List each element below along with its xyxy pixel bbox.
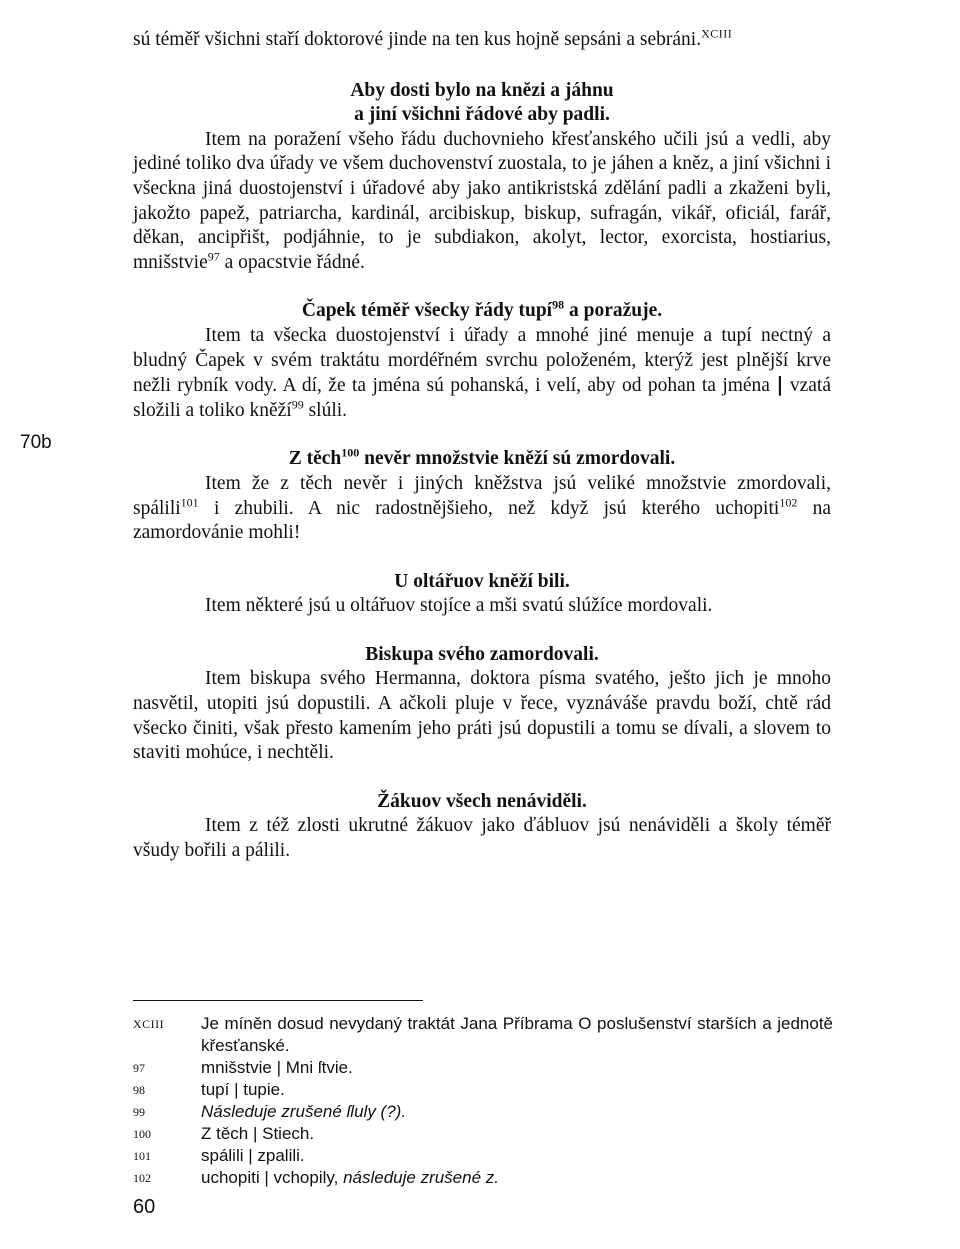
section-heading: Biskupa svého zamordovali. bbox=[365, 643, 599, 665]
footnote-number: 97 bbox=[133, 1061, 145, 1075]
footnote: XCIII Je míněn dosud nevydaný traktát Jana Příbrama O poslušenství starších a jednotě křesťanské. bbox=[133, 1014, 833, 1055]
footnote: 100 Z těch | Stiech. bbox=[133, 1124, 315, 1143]
footnote-number: 101 bbox=[133, 1149, 151, 1163]
page-number: 60 bbox=[133, 1196, 156, 1218]
paragraph: Item ta všecka duostojenství i úřady a mnohé jiné menuje a tupí nectný a bludný Čapek v svém traktátu mordéřném svrchu položeném, kterýž jest plnější krve nežli rybník vody. A dí, že ta jména sú pohanská, i velí, aby od pohan ta jména | vzatá složili a toliko kněží$^{99}$ slúli. bbox=[133, 324, 831, 421]
paragraph: Item z též zlosti ukrutné žákuov jako ďábluov jsú nenáviděli a školy téměř všudy bořili a pálili. bbox=[133, 815, 831, 862]
section-heading: U oltářuov kněží bili. bbox=[394, 570, 570, 592]
paragraph-continued: sú téměř všichni staří doktorové jinde na ten kus hojně sepsáni a sebráni.$^{XCIII}$ bbox=[133, 26, 733, 50]
footnote: 98 tupí | tupie. bbox=[133, 1080, 285, 1099]
paragraph: Item že z těch nevěr i jiných kněžstva jsú veliké množstvie zmordovali, spálili$^{101}$ i zhubili. A nic radostnějšieho, než když jsú kterého uchopiti$^{102}$ na zamordovánie mohli! bbox=[133, 472, 831, 544]
section-heading: Žákuov všech nenáviděli. bbox=[377, 790, 587, 812]
footnote-ref: XCIII bbox=[701, 26, 733, 41]
footnote-number: 99 bbox=[133, 1105, 145, 1119]
paragraph: Item biskupa svého Hermanna, doktora písma svatého, ješto jich je mnoho nasvětil, utopiti jsú dopustili. A ačkoli pluje v řece, vyznáváše pravdu boží, chtě rád všecko činiti, však přesto kamením jeho práti jsú dopustili a tomu se dívali, a slovem to staviti mohúce, i nechtěli. bbox=[133, 668, 831, 764]
paragraph: Item na poražení všeho řádu duchovnieho křesťanského učili jsú a vedli, aby jediné toliko dva úřady ve všem duchovenství zuostala, to je jáhen a kněz, a jiní všichni i všeckna jiná duostojenství i úřadové aby jako antikristská zdělání padli a zkaženi byli, jakožto papež, patriarcha, kardinál, arcibiskup, biskup, sufragán, vikář, oficiál, farář, děkan, ancipřišt, podjáhnie, to je subdiakon, akolyt, lector, exorcista, hostiarius, mnišstvie$^{97}$ a opacstvie řádné. bbox=[133, 128, 831, 273]
section-heading: Čapek téměř všecky řády tupí$^{98}$ a poražuje. bbox=[301, 297, 663, 322]
section-heading: Z těch$^{100}$ nevěr množstvie kněží sú zmordovali. bbox=[288, 445, 676, 470]
footnote-number: 100 bbox=[133, 1127, 151, 1141]
footnote-number: 98 bbox=[133, 1083, 145, 1097]
footnote-ref: 102 bbox=[779, 495, 798, 509]
footnote-number: XCIII bbox=[133, 1017, 165, 1031]
main-text bbox=[133, 28, 831, 864]
footnote: 97 mnišstvie | Mni ſtvie. bbox=[133, 1058, 353, 1077]
footnote-ref: 99 bbox=[291, 397, 304, 412]
footnote-divider bbox=[133, 1000, 423, 1001]
footnote-ref: 98 bbox=[552, 297, 565, 312]
footnote: 99 Následuje zrušené ſluly (?). bbox=[133, 1102, 407, 1121]
footnote-ref: 101 bbox=[180, 495, 199, 509]
footnote-ref: 97 bbox=[207, 249, 220, 264]
paragraph: Item některé jsú u oltářuov stojíce a mši svatú slúžíce mordovali. bbox=[205, 595, 713, 617]
section-heading: Aby dosti bylo na knězi a jáhnu a jiní všichni řádové aby padli. bbox=[350, 79, 614, 126]
margin-folio-note: 70b bbox=[20, 432, 52, 453]
footnote: 101 spálili | zpalili. bbox=[133, 1146, 305, 1165]
folio-break-mark: | bbox=[776, 373, 784, 397]
footnote-ref: 100 bbox=[341, 445, 360, 460]
footnote-number: 102 bbox=[133, 1171, 151, 1185]
footnotes bbox=[133, 1013, 833, 1189]
footnote: 102 uchopiti | vchopily, následuje zrušené z. bbox=[133, 1168, 499, 1187]
